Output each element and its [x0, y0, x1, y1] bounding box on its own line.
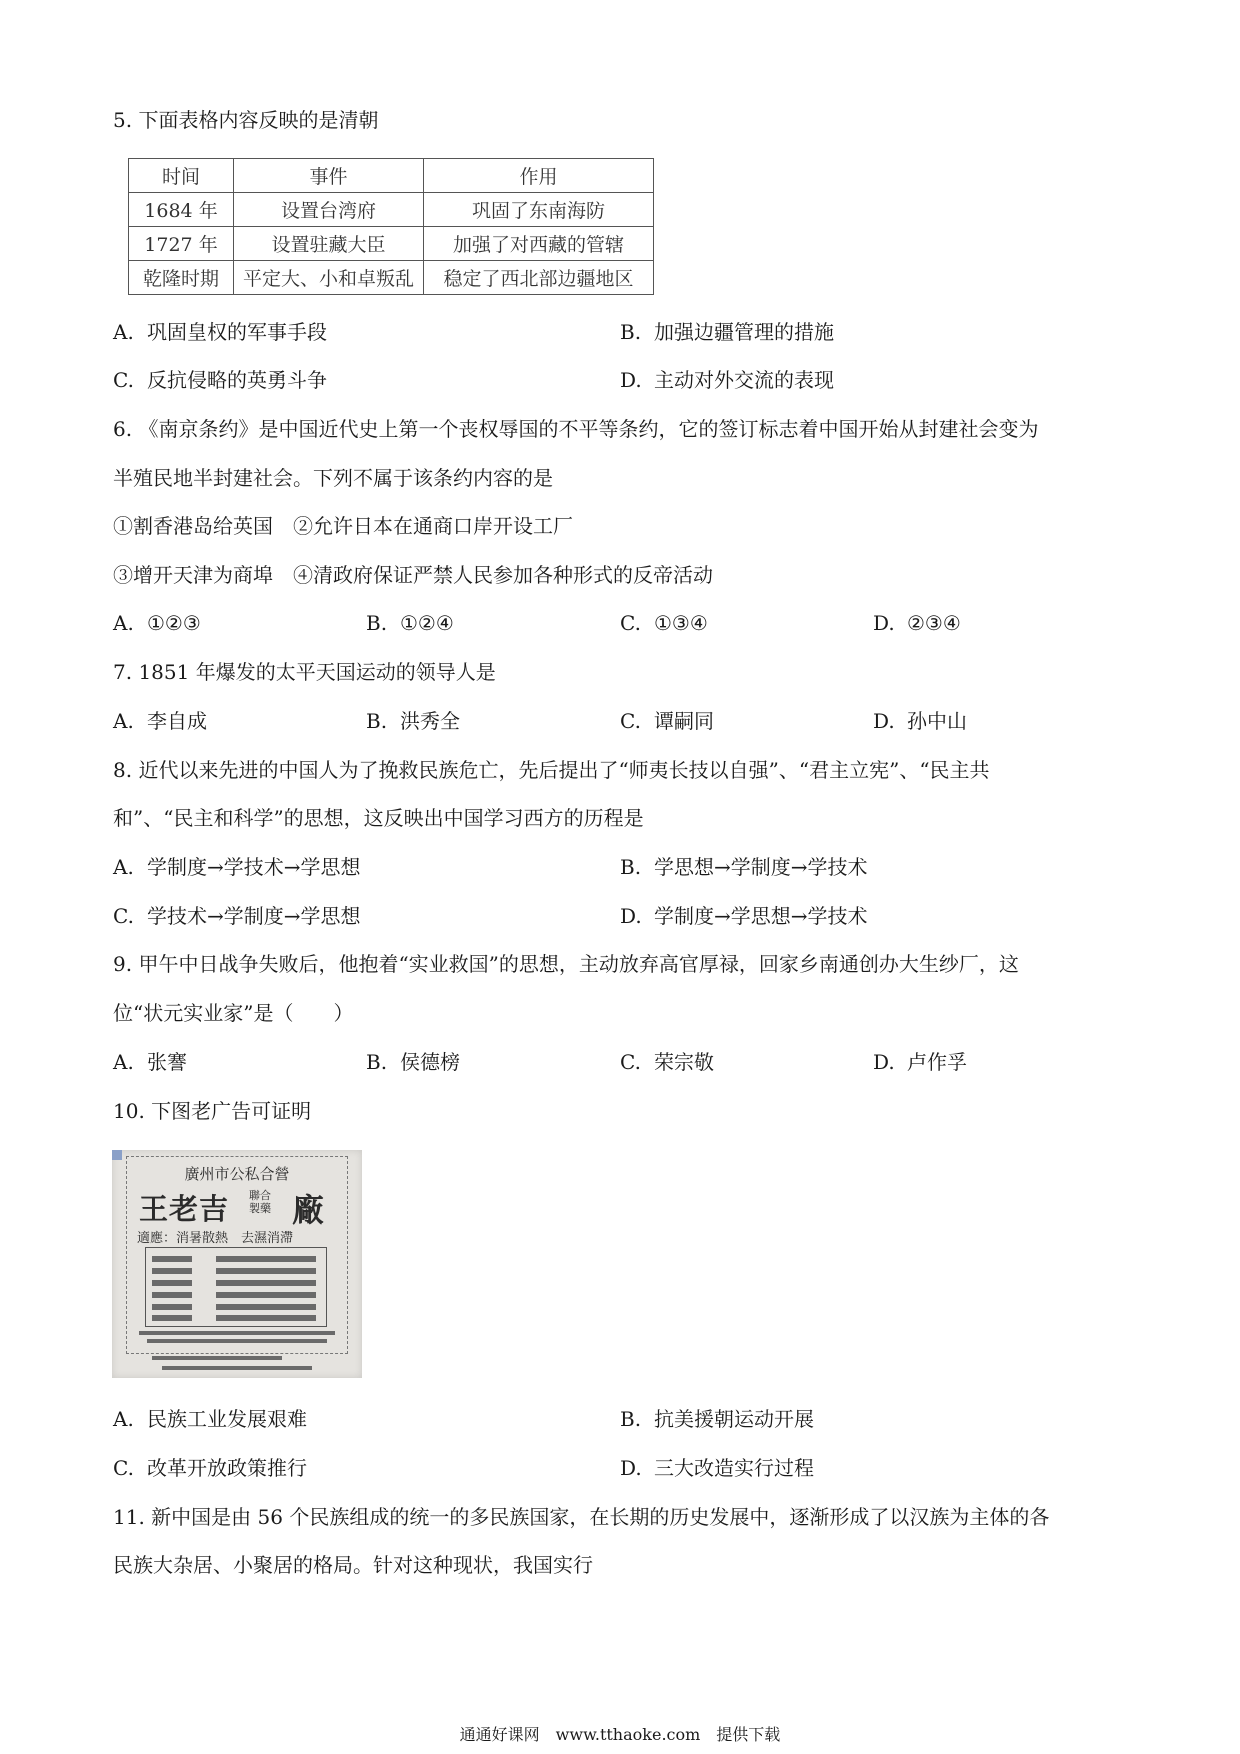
- product-desc-line: [216, 1256, 316, 1262]
- q6-option-c[interactable]: [620, 609, 708, 637]
- option-text: 学制度→学思想→学技术: [654, 904, 868, 928]
- q6-items-line2: ③增开天津为商埠 ④清政府保证严禁人民参加各种形式的反帝活动: [113, 563, 713, 587]
- table-cell: 平定大、小和卓叛乱: [234, 261, 424, 295]
- product-name-line: [152, 1268, 192, 1274]
- ad-address-line: [139, 1331, 335, 1335]
- q9-option-a[interactable]: [113, 1048, 187, 1076]
- q5-option-b[interactable]: [620, 318, 834, 346]
- table-cell: 巩固了东南海防: [424, 193, 654, 227]
- table-header: 作用: [424, 159, 654, 193]
- table-cell: 加强了对西藏的管辖: [424, 227, 654, 261]
- option-letter: B.: [620, 1407, 642, 1431]
- q10-option-b[interactable]: [620, 1405, 814, 1433]
- q8-stem-line1: 8. 近代以来先进的中国人为了挽救民族危亡，先后提出了“师夷长技以自强”、“君主立宪”、“民主共: [113, 758, 990, 782]
- q10-stem: 10. 下图老广告可证明: [113, 1099, 312, 1123]
- option-text: ①③④: [654, 611, 708, 635]
- page-footer: 通通好课网 www.tthaoke.com 提供下载: [459, 1725, 781, 1744]
- table-row: [129, 227, 654, 261]
- q10-option-c[interactable]: [113, 1454, 307, 1482]
- option-text: 加强边疆管理的措施: [654, 320, 834, 344]
- product-desc-line: [216, 1304, 316, 1310]
- option-text: 改革开放政策推行: [147, 1456, 307, 1480]
- ad-header: 廣州市公私合營: [184, 1165, 290, 1183]
- table-header: 事件: [234, 159, 424, 193]
- q7-option-b[interactable]: [366, 707, 460, 735]
- option-text: 三大改造实行过程: [654, 1456, 814, 1480]
- q9-option-c[interactable]: [620, 1048, 714, 1076]
- q11-stem-line1: 11. 新中国是由 56 个民族组成的统一的多民族国家，在长期的历史发展中，逐渐形成了以汉族为主体的各: [113, 1505, 1050, 1529]
- option-letter: B.: [366, 611, 388, 635]
- product-desc-line: [216, 1315, 316, 1321]
- option-letter: D.: [620, 368, 642, 392]
- ad-border: [126, 1156, 348, 1354]
- product-name-line: [152, 1280, 192, 1286]
- option-text: 反抗侵略的英勇斗争: [147, 368, 327, 392]
- option-text: 荣宗敬: [654, 1050, 714, 1074]
- q6-option-d[interactable]: [873, 609, 961, 637]
- q6-stem-line2: 半殖民地半封建社会。下列不属于该条约内容的是: [113, 466, 553, 490]
- q9-option-d[interactable]: [873, 1048, 967, 1076]
- product-name-line: [152, 1292, 192, 1298]
- option-text: 抗美援朝运动开展: [654, 1407, 814, 1431]
- ad-footer-line: [162, 1366, 312, 1370]
- ad-factory: 廠: [292, 1191, 325, 1229]
- q8-option-a[interactable]: [113, 853, 361, 881]
- table-cell: 设置台湾府: [234, 193, 424, 227]
- option-letter: B.: [366, 1050, 388, 1074]
- q8-option-b[interactable]: [620, 853, 868, 881]
- q6-items-line1: ①割香港岛给英国 ②允许日本在通商口岸开设工厂: [113, 514, 573, 538]
- q8-option-d[interactable]: [620, 902, 868, 930]
- product-name-line: [152, 1304, 192, 1310]
- product-name-line: [152, 1256, 192, 1262]
- option-letter: A.: [113, 1407, 134, 1431]
- q6-option-a[interactable]: [113, 609, 201, 637]
- ad-product-list: [145, 1247, 327, 1327]
- q7-stem: 7. 1851 年爆发的太平天国运动的领导人是: [113, 660, 496, 684]
- ad-brand: 王老吉: [139, 1192, 230, 1226]
- option-text: 卢作孚: [907, 1050, 967, 1074]
- q11-stem-line2: 民族大杂居、小聚居的格局。针对这种现状，我国实行: [113, 1553, 593, 1577]
- q5-history-table: [128, 158, 654, 295]
- option-letter: C.: [113, 368, 134, 392]
- q7-option-d[interactable]: [873, 707, 967, 735]
- option-letter: B.: [620, 320, 642, 344]
- table-cell: 设置驻藏大臣: [234, 227, 424, 261]
- option-text: 洪秀全: [400, 709, 460, 733]
- option-letter: C.: [620, 709, 641, 733]
- option-letter: A.: [113, 709, 134, 733]
- option-letter: D.: [620, 1456, 642, 1480]
- q9-stem-line2: 位“状元实业家”是（ ）: [113, 1001, 354, 1025]
- q5-option-a[interactable]: [113, 318, 327, 346]
- product-desc-line: [216, 1292, 316, 1298]
- q6-option-b[interactable]: [366, 609, 454, 637]
- ad-company-line: [147, 1339, 327, 1343]
- q5-option-d[interactable]: [620, 366, 834, 394]
- table-cell: 1727 年: [129, 227, 234, 261]
- ad-usage: 適應：消暑散熱 去濕消滯: [137, 1231, 294, 1246]
- option-text: 学制度→学技术→学思想: [147, 855, 361, 879]
- scan-corner-mark: [112, 1150, 122, 1160]
- option-letter: A.: [113, 320, 134, 344]
- option-text: 李自成: [147, 709, 207, 733]
- q9-option-b[interactable]: [366, 1048, 460, 1076]
- q8-stem-line2: 和”、“民主和科学”的思想，这反映出中国学习西方的历程是: [113, 806, 644, 830]
- ad-brand-small: 聯合製藥: [249, 1189, 271, 1215]
- product-desc-line: [216, 1280, 316, 1286]
- option-letter: C.: [620, 1050, 641, 1074]
- option-text: 民族工业发展艰难: [147, 1407, 307, 1431]
- q10-option-a[interactable]: [113, 1405, 307, 1433]
- q7-option-c[interactable]: [620, 707, 714, 735]
- table-row: [129, 261, 654, 295]
- table-header-row: [129, 159, 654, 193]
- option-letter: A.: [113, 611, 134, 635]
- option-text: 侯德榜: [400, 1050, 460, 1074]
- ad-footer-line: [152, 1356, 282, 1360]
- q5-option-c[interactable]: [113, 366, 327, 394]
- table-cell: 稳定了西北部边疆地区: [424, 261, 654, 295]
- q6-stem-line1: 6. 《南京条约》是中国近代史上第一个丧权辱国的不平等条约，它的签订标志着中国开始从封建社会变为: [113, 417, 1039, 441]
- table-cell: 乾隆时期: [129, 261, 234, 295]
- option-text: 谭嗣同: [654, 709, 714, 733]
- old-advertisement-image: [112, 1150, 362, 1378]
- option-letter: B.: [620, 855, 642, 879]
- option-letter: D.: [873, 709, 895, 733]
- table-header: 时间: [129, 159, 234, 193]
- option-letter: C.: [620, 611, 641, 635]
- option-letter: A.: [113, 1050, 134, 1074]
- option-text: ①②③: [147, 611, 201, 635]
- q10-option-d[interactable]: [620, 1454, 814, 1482]
- option-letter: D.: [620, 904, 642, 928]
- option-letter: D.: [873, 1050, 895, 1074]
- option-text: 主动对外交流的表现: [654, 368, 834, 392]
- product-desc-line: [216, 1268, 316, 1274]
- option-text: ①②④: [400, 611, 454, 635]
- table-cell: 1684 年: [129, 193, 234, 227]
- option-letter: C.: [113, 1456, 134, 1480]
- option-text: 张謇: [147, 1050, 187, 1074]
- q8-option-c[interactable]: [113, 902, 361, 930]
- option-text: 学技术→学制度→学思想: [147, 904, 361, 928]
- option-letter: C.: [113, 904, 134, 928]
- option-text: 学思想→学制度→学技术: [654, 855, 868, 879]
- q9-stem-line1: 9. 甲午中日战争失败后，他抱着“实业救国”的思想，主动放弃高官厚禄，回家乡南通创办大生纱厂，这: [113, 952, 1019, 976]
- option-text: 孙中山: [907, 709, 967, 733]
- option-text: ②③④: [907, 611, 961, 635]
- q5-stem: 5. 下面表格内容反映的是清朝: [113, 108, 379, 132]
- product-name-line: [152, 1315, 192, 1321]
- option-letter: A.: [113, 855, 134, 879]
- option-text: 巩固皇权的军事手段: [147, 320, 327, 344]
- option-letter: D.: [873, 611, 895, 635]
- option-letter: B.: [366, 709, 388, 733]
- table-row: [129, 193, 654, 227]
- q7-option-a[interactable]: [113, 707, 207, 735]
